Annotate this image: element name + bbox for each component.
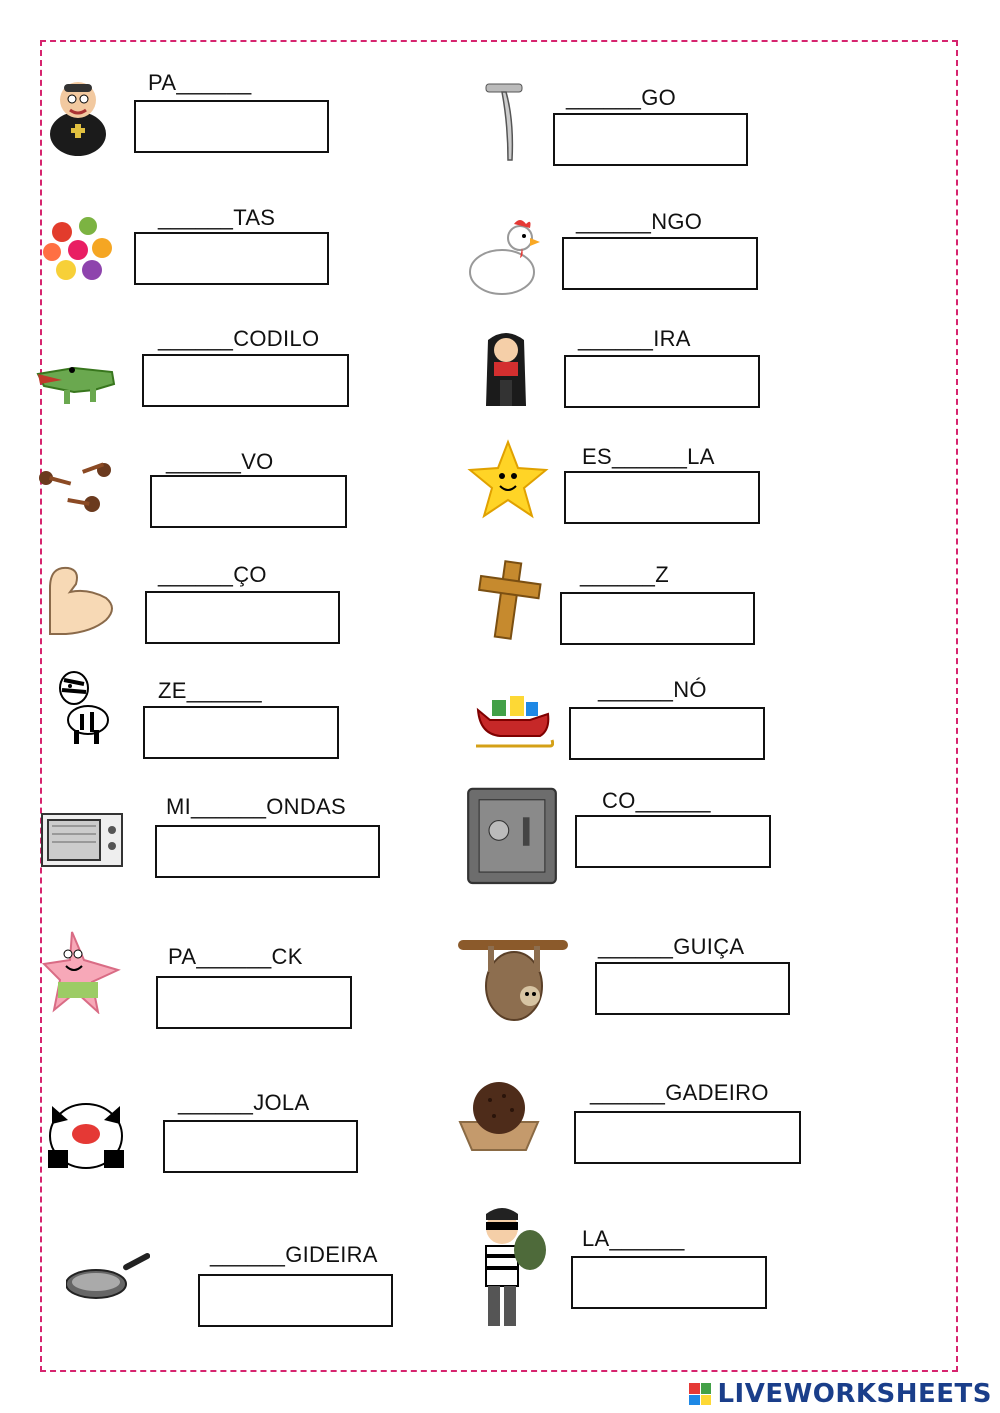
answer-input[interactable] [134,232,329,285]
answer-input[interactable] [198,1274,393,1327]
word-label: PA______CK [168,944,303,969]
word-label: ______CODILO [158,326,320,351]
answer-input[interactable] [562,237,758,290]
logo-mark-icon [689,1383,711,1405]
word-label: ______VO [166,449,274,474]
word-label: ______GIDEIRA [210,1242,378,1267]
answer-input[interactable] [571,1256,767,1309]
word-label: ______IRA [578,326,691,351]
answer-input[interactable] [564,355,760,408]
answer-input[interactable] [155,825,380,878]
thief-icon [468,1206,548,1336]
word-label: ______GADEIRO [590,1080,769,1105]
brand-text: LIVEWORKSHEETS [717,1379,992,1409]
nun-icon [464,326,548,410]
zebra-icon [42,664,126,748]
word-label: ES______LA [582,444,715,469]
word-label: ______TAS [158,205,276,230]
word-label: MI______ONDAS [166,794,346,819]
answer-input[interactable] [163,1120,358,1173]
answer-input[interactable] [564,471,760,524]
word-label: ______NÓ [598,677,707,702]
cartoon-cat-icon [44,1090,128,1174]
word-label: ZE______ [158,678,262,703]
answer-input[interactable] [595,962,790,1015]
safe-icon [466,784,558,890]
answer-input[interactable] [569,707,765,760]
answer-input[interactable] [553,113,748,166]
word-label: ______Z [580,562,669,587]
answer-input[interactable] [143,706,339,759]
liveworksheets-logo [689,1379,992,1409]
sloth-icon [458,936,568,1032]
word-label: ______ÇO [158,562,267,587]
answer-input[interactable] [560,592,755,645]
answer-input[interactable] [134,100,329,153]
brigadeiro-icon [452,1076,546,1152]
answer-input[interactable] [574,1111,801,1164]
answer-input[interactable] [156,976,352,1029]
word-label: ______NGO [576,209,703,234]
frying-pan-icon [66,1240,150,1324]
cross-icon [466,558,550,642]
microwave-icon [40,798,124,882]
answer-input[interactable] [142,354,349,407]
word-label: ______GUIÇA [598,934,745,959]
cloves-icon [34,448,118,532]
word-label: ______JOLA [178,1090,310,1115]
answer-input[interactable] [575,815,771,868]
word-label: PA______ [148,70,252,95]
answer-input[interactable] [150,475,347,528]
starfish-character-icon [42,930,126,1014]
rooster-icon [462,216,546,300]
arm-muscle-icon [40,558,124,642]
word-label: LA______ [582,1226,685,1251]
word-label: CO______ [602,788,711,813]
priest-icon [38,72,122,156]
sleigh-icon [470,680,554,764]
star-icon [466,438,550,522]
nail-icon [462,80,546,164]
crocodile-icon [34,338,118,422]
fruits-icon [36,208,120,292]
word-label: ______GO [566,85,677,110]
answer-input[interactable] [145,591,340,644]
